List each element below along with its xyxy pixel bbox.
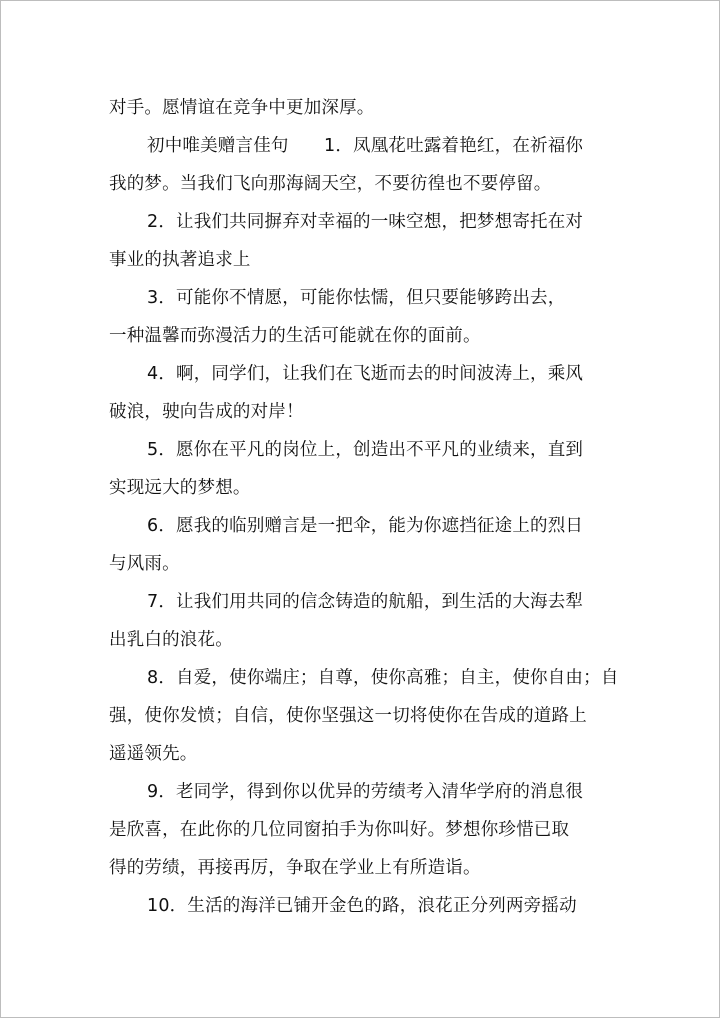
text-line-1: 对手。愿情谊在竞争中更加深厚。 — [109, 98, 375, 118]
text-line-7: 一种温馨而弥漫活力的生活可能就在你的面前。 — [109, 326, 481, 346]
text-line-18: 遥遥领先。 — [109, 744, 198, 764]
text-line-5: 事业的执著追求上 — [109, 250, 251, 270]
text-line-9: 破浪，驶向告成的对岸！ — [109, 402, 304, 422]
text-line-12: 6．愿我的临别赠言是一把伞，能为你遮挡征途上的烈日 — [147, 516, 584, 536]
text-line-2: 初中唯美赠言佳句 1．凤凰花吐露着艳红，在祈福你 — [147, 136, 584, 156]
text-line-11: 实现远大的梦想。 — [109, 478, 251, 498]
text-line-22: 10．生活的海洋已铺开金色的路，浪花正分列两旁摇动 — [147, 896, 577, 916]
text-line-19: 9．老同学，得到你以优异的劳绩考入清华学府的消息很 — [147, 782, 584, 802]
text-line-3: 我的梦。当我们飞向那海阔天空，不要彷徨也不要停留。 — [109, 174, 552, 194]
text-line-6: 3．可能你不情愿，可能你怯懦，但只要能够跨出去， — [147, 288, 566, 308]
text-line-13: 与风雨。 — [109, 554, 180, 574]
text-line-4: 2．让我们共同摒弃对幸福的一味空想，把梦想寄托在对 — [147, 212, 584, 232]
text-line-10: 5．愿你在平凡的岗位上，创造出不平凡的业绩来，直到 — [147, 440, 584, 460]
text-line-17: 强，使你发愤；自信，使你坚强这一切将使你在告成的道路上 — [109, 706, 587, 726]
document-body — [109, 89, 619, 925]
text-line-15: 出乳白的浪花。 — [109, 630, 233, 650]
text-line-14: 7．让我们用共同的信念铸造的航船，到生活的大海去犁 — [147, 592, 584, 612]
text-line-20: 是欣喜，在此你的几位同窗拍手为你叫好。梦想你珍惜已取 — [109, 820, 570, 840]
text-line-16: 8．自爱，使你端庄；自尊，使你高雅；自主，使你自由；自 — [147, 668, 619, 688]
text-line-21: 得的劳绩，再接再厉，争取在学业上有所造诣。 — [109, 858, 481, 878]
text-line-8: 4．啊，同学们，让我们在飞逝而去的时间波涛上，乘风 — [147, 364, 584, 384]
